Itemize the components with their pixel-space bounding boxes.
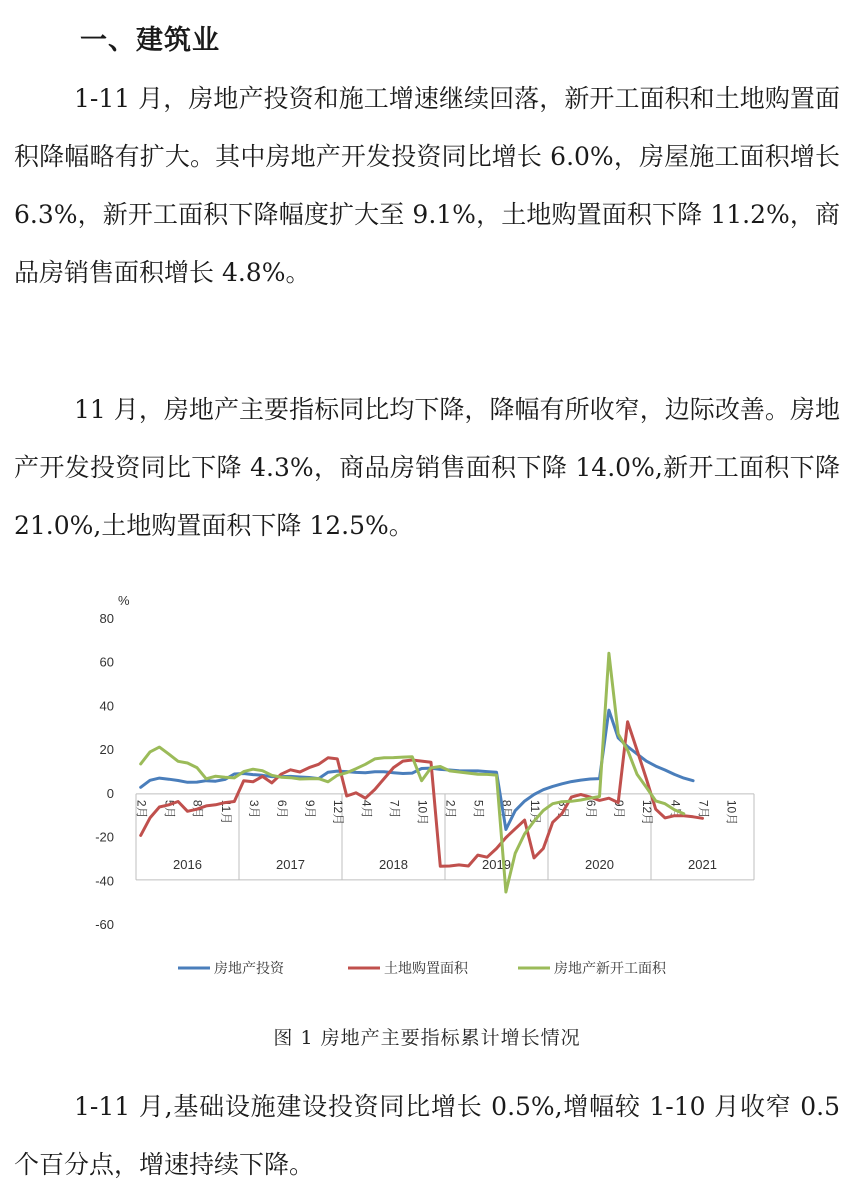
section-heading: 一、建筑业 xyxy=(80,25,220,56)
month-tick-label: 7月 xyxy=(387,799,402,819)
year-tick-label: 2016 xyxy=(173,856,202,872)
y-tick-label: 60 xyxy=(99,654,114,670)
legend-label-invest: 房地产投资 xyxy=(214,960,284,976)
month-tick-label: 12月 xyxy=(640,799,655,826)
legend-label-newstart: 房地产新开工面积 xyxy=(554,960,666,976)
month-tick-label: 11月 xyxy=(218,799,233,825)
month-tick-label: 9月 xyxy=(612,799,627,819)
month-tick-label: 4月 xyxy=(359,799,374,819)
month-tick-label: 12月 xyxy=(331,799,346,826)
year-tick-label: 2020 xyxy=(585,856,614,872)
month-tick-label: 8月 xyxy=(190,799,205,819)
month-tick-label: 8月 xyxy=(499,799,514,819)
month-tick-label: 3月 xyxy=(246,799,261,819)
line-chart xyxy=(90,585,770,985)
month-tick-label: 11月 xyxy=(527,799,542,825)
chart-svg xyxy=(90,585,770,985)
month-tick-label: 7月 xyxy=(696,799,711,819)
month-tick-label: 10月 xyxy=(724,799,739,826)
month-tick-label: 3月 xyxy=(555,799,570,819)
y-tick-label: -40 xyxy=(95,873,114,889)
figure-caption: 图 1 房地产主要指标累计增长情况 xyxy=(273,1027,581,1049)
paragraph-2: 11 月，房地产主要指标同比均下降，降幅有所收窄，边际改善。房地产开发投资同比下降 4.3%，商品房销售面积下降 14.0%,新开工面积下降 21.0%,土地购置面积下降 12.5%。 xyxy=(14,395,840,540)
y-tick-label: 80 xyxy=(99,611,114,626)
year-tick-label: 2019 xyxy=(482,856,511,872)
paragraph-3: 1-11 月,基础设施建设投资同比增长 0.5%,增幅较 1-10 月收窄 0.5 个百分点，增速持续下降。 xyxy=(14,1092,840,1179)
y-tick-label: 20 xyxy=(99,742,114,758)
year-tick-label: 2018 xyxy=(379,856,408,872)
month-tick-label: 5月 xyxy=(471,799,486,819)
y-tick-label: 0 xyxy=(106,785,114,801)
month-tick-label: 2月 xyxy=(443,799,458,819)
month-tick-label: 10月 xyxy=(415,799,430,826)
month-tick-label: 9月 xyxy=(303,799,318,819)
legend-label-land: 土地购置面积 xyxy=(384,960,468,976)
month-tick-label: 5月 xyxy=(162,799,177,819)
month-tick-label: 4月 xyxy=(668,799,683,819)
year-tick-label: 2017 xyxy=(276,856,305,872)
paragraph-1: 1-11 月，房地产投资和施工增速继续回落，新开工面积和土地购置面积降幅略有扩大。其中房地产开发投资同比增长 6.0%，房屋施工面积增长 6.3%，新开工面积下降幅度扩大至 9.1%，土地购置面积下降 11.2%，商品房销售面积增长 4.8%。 xyxy=(14,84,840,287)
y-axis-unit-label: % xyxy=(118,593,130,608)
month-tick-label: 6月 xyxy=(274,799,289,819)
y-tick-label: -20 xyxy=(95,829,114,845)
month-tick-label: 6月 xyxy=(583,799,598,819)
year-tick-label: 2021 xyxy=(688,856,717,872)
y-tick-label: 40 xyxy=(99,698,114,714)
y-tick-label: -60 xyxy=(95,917,114,932)
month-tick-label: 2月 xyxy=(134,799,149,819)
